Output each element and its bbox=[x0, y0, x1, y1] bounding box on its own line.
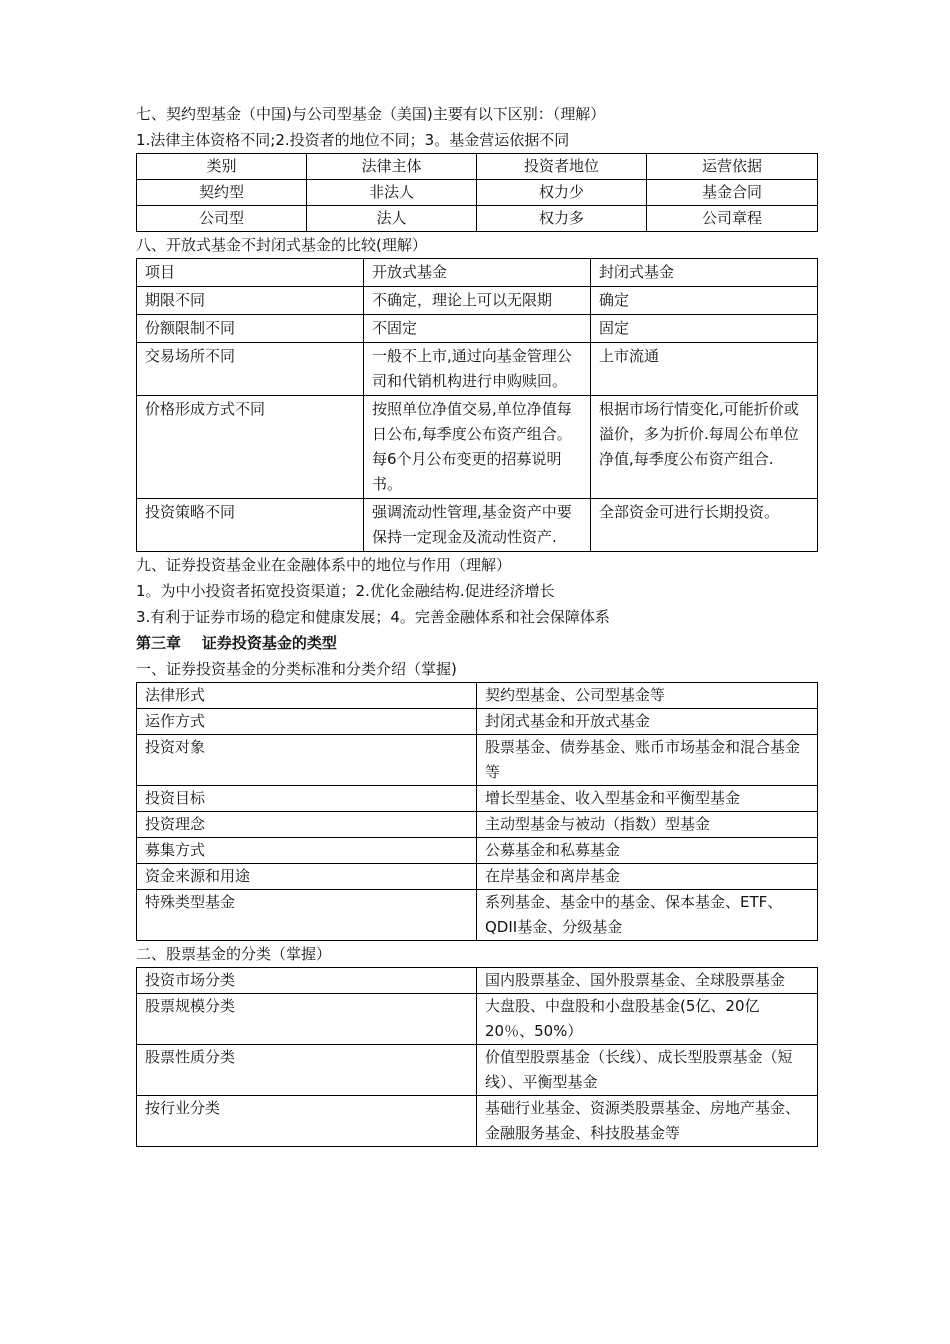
table-cell: 强调流动性管理,基金资产中要保持一定现金及流动性资产. bbox=[364, 499, 591, 552]
table-cell: 股票性质分类 bbox=[137, 1045, 477, 1096]
table-cell: 募集方式 bbox=[137, 838, 477, 864]
section9-title: 九、证券投资基金业在金融体系中的地位与作用（理解） bbox=[136, 556, 512, 574]
table-cell: 投资市场分类 bbox=[137, 968, 477, 994]
table-cell: 固定 bbox=[591, 315, 818, 343]
table-row bbox=[137, 786, 818, 812]
table-row bbox=[137, 499, 818, 552]
table-cell: 契约型基金、公司型基金等 bbox=[477, 683, 818, 709]
table-cell: 增长型基金、收入型基金和平衡型基金 bbox=[477, 786, 818, 812]
table-cell: 法人 bbox=[307, 206, 477, 232]
table-row bbox=[137, 287, 818, 315]
table-header-cell: 运营依据 bbox=[647, 154, 818, 180]
table-header-cell: 开放式基金 bbox=[364, 259, 591, 287]
table-row bbox=[137, 994, 818, 1045]
table-cell: 基础行业基金、资源类股票基金、房地产基金、金融服务基金、科技股基金等 bbox=[477, 1096, 818, 1147]
table-row bbox=[137, 206, 818, 232]
section7-subtitle: 1.法律主体资格不同;2.投资者的地位不同；3。基金营运依据不同 bbox=[136, 131, 570, 149]
table-cell: 确定 bbox=[591, 287, 818, 315]
table-cell: 价值型股票基金（长线）、成长型股票基金（短线）、平衡型基金 bbox=[477, 1045, 818, 1096]
table-row bbox=[137, 683, 818, 709]
table-cell: 公司章程 bbox=[647, 206, 818, 232]
table-cell: 国内股票基金、国外股票基金、全球股票基金 bbox=[477, 968, 818, 994]
table-row bbox=[137, 315, 818, 343]
document-page bbox=[136, 101, 817, 1147]
table-cell: 按照单位净值交易,单位净值每日公布,每季度公布资产组合。每6个月公布变更的招募说明书。 bbox=[364, 396, 591, 499]
table-cell: 投资理念 bbox=[137, 812, 477, 838]
table-cell: 期限不同 bbox=[137, 287, 364, 315]
table-cell: 一般不上市,通过向基金管理公司和代销机构进行申购赎回。 bbox=[364, 343, 591, 396]
table-cell: 运作方式 bbox=[137, 709, 477, 735]
table-row bbox=[137, 864, 818, 890]
table-cell: 按行业分类 bbox=[137, 1096, 477, 1147]
table-cell: 特殊类型基金 bbox=[137, 890, 477, 941]
table-cell: 大盘股、中盘股和小盘股基金(5亿、20亿 20％、50%） bbox=[477, 994, 818, 1045]
table-cell: 契约型 bbox=[137, 180, 307, 206]
stock-fund-classification-table bbox=[136, 967, 818, 1147]
chapter3-section2-title: 二、股票基金的分类（掌握） bbox=[136, 945, 332, 963]
table-cell: 不确定，理论上可以无限期 bbox=[364, 287, 591, 315]
section9-line1: 1。为中小投资者拓宽投资渠道；2.优化金融结构.促进经济增长 bbox=[136, 582, 555, 600]
table-row bbox=[137, 343, 818, 396]
section8-title: 八、开放式基金不封闭式基金的比较(理解） bbox=[136, 236, 427, 254]
table-cell: 根据市场行情变化,可能折价或溢价，多为折价.每周公布单位净值,每季度公布资产组合. bbox=[591, 396, 818, 499]
table-row bbox=[137, 1096, 818, 1147]
table-cell: 权力多 bbox=[477, 206, 647, 232]
table-cell: 价格形成方式不同 bbox=[137, 396, 364, 499]
table-row bbox=[137, 968, 818, 994]
chapter3-title: 第三章 证券投资基金的类型 bbox=[136, 634, 337, 652]
table-row bbox=[137, 838, 818, 864]
table-cell: 份额限制不同 bbox=[137, 315, 364, 343]
table-header-row bbox=[137, 154, 818, 180]
table-cell: 交易场所不同 bbox=[137, 343, 364, 396]
table-header-cell: 项目 bbox=[137, 259, 364, 287]
table-row bbox=[137, 735, 818, 786]
table-cell: 公司型 bbox=[137, 206, 307, 232]
table-header-cell: 投资者地位 bbox=[477, 154, 647, 180]
table-header-cell: 封闭式基金 bbox=[591, 259, 818, 287]
table-cell: 在岸基金和离岸基金 bbox=[477, 864, 818, 890]
section7-title: 七、契约型基金（中国)与公司型基金（美国)主要有以下区别：（理解） bbox=[136, 105, 606, 123]
table-cell: 资金来源和用途 bbox=[137, 864, 477, 890]
table-cell: 主动型基金与被动（指数）型基金 bbox=[477, 812, 818, 838]
table-cell: 投资对象 bbox=[137, 735, 477, 786]
table-header-row bbox=[137, 259, 818, 287]
table-cell: 非法人 bbox=[307, 180, 477, 206]
section9-line2: 3.有利于证券市场的稳定和健康发展；4。完善金融体系和社会保障体系 bbox=[136, 608, 610, 626]
table-cell: 全部资金可进行长期投资。 bbox=[591, 499, 818, 552]
table-cell: 投资目标 bbox=[137, 786, 477, 812]
table-cell: 公募基金和私募基金 bbox=[477, 838, 818, 864]
table-cell: 不固定 bbox=[364, 315, 591, 343]
table-cell: 基金合同 bbox=[647, 180, 818, 206]
contract-vs-corporate-table bbox=[136, 153, 818, 232]
open-vs-closed-fund-table bbox=[136, 258, 818, 552]
table-row bbox=[137, 709, 818, 735]
table-cell: 法律形式 bbox=[137, 683, 477, 709]
table-cell: 股票规模分类 bbox=[137, 994, 477, 1045]
table-cell: 权力少 bbox=[477, 180, 647, 206]
table-cell: 上市流通 bbox=[591, 343, 818, 396]
table-row bbox=[137, 890, 818, 941]
table-header-cell: 类别 bbox=[137, 154, 307, 180]
table-row bbox=[137, 812, 818, 838]
chapter3-section1-title: 一、证券投资基金的分类标准和分类介绍（掌握) bbox=[136, 660, 457, 678]
table-cell: 系列基金、基金中的基金、保本基金、ETF、QDII基金、分级基金 bbox=[477, 890, 818, 941]
table-row bbox=[137, 180, 818, 206]
fund-classification-table bbox=[136, 682, 818, 941]
table-header-cell: 法律主体 bbox=[307, 154, 477, 180]
table-cell: 股票基金、债券基金、账币市场基金和混合基金等 bbox=[477, 735, 818, 786]
table-cell: 封闭式基金和开放式基金 bbox=[477, 709, 818, 735]
table-cell: 投资策略不同 bbox=[137, 499, 364, 552]
table-row bbox=[137, 396, 818, 499]
table-row bbox=[137, 1045, 818, 1096]
